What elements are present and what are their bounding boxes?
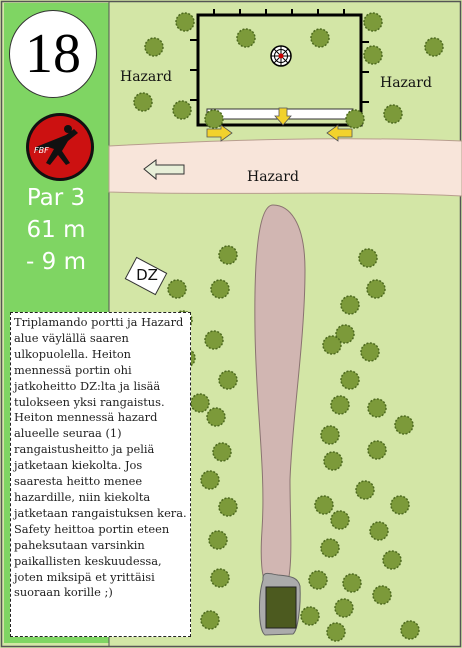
par-text: Par 3	[26, 185, 86, 211]
rules-note: Triplamando portti ja Hazard alue väylällä saaren ulkopuolella. Heiton mennessä portin ohi jatkoheitto DZ:lta ja lisää tulokseen yksi rangaistus. Heiton mennessä hazard alueelle seuraa (1) rangaistusheitto ja peliä jatketaan kiekolta. Jos saaresta heitto menee hazardille, niin kiekolta jatketaan rangaistuksen kera. Safety heittoa portin eteen paheksutaan varsinkin paikallisten keskuudessa, joten miksipä et yrittäisi suoraan korille ;)	[10, 312, 191, 637]
hazard-label-right: Hazard	[380, 75, 432, 91]
dz-label: DZ	[136, 266, 158, 284]
elevation-text: - 9 m	[26, 249, 86, 275]
hole-number: 18	[25, 23, 81, 85]
distance-text: 61 m	[26, 217, 86, 243]
hazard-label-left: Hazard	[120, 69, 172, 85]
basket-icon	[271, 46, 291, 66]
disc-golf-thrower-logo	[26, 113, 94, 181]
svg-text:FBF: FBF	[34, 146, 49, 155]
hole-number-badge	[9, 10, 97, 98]
hazard-label-path: Hazard	[247, 169, 299, 185]
tee-pad	[266, 587, 296, 628]
